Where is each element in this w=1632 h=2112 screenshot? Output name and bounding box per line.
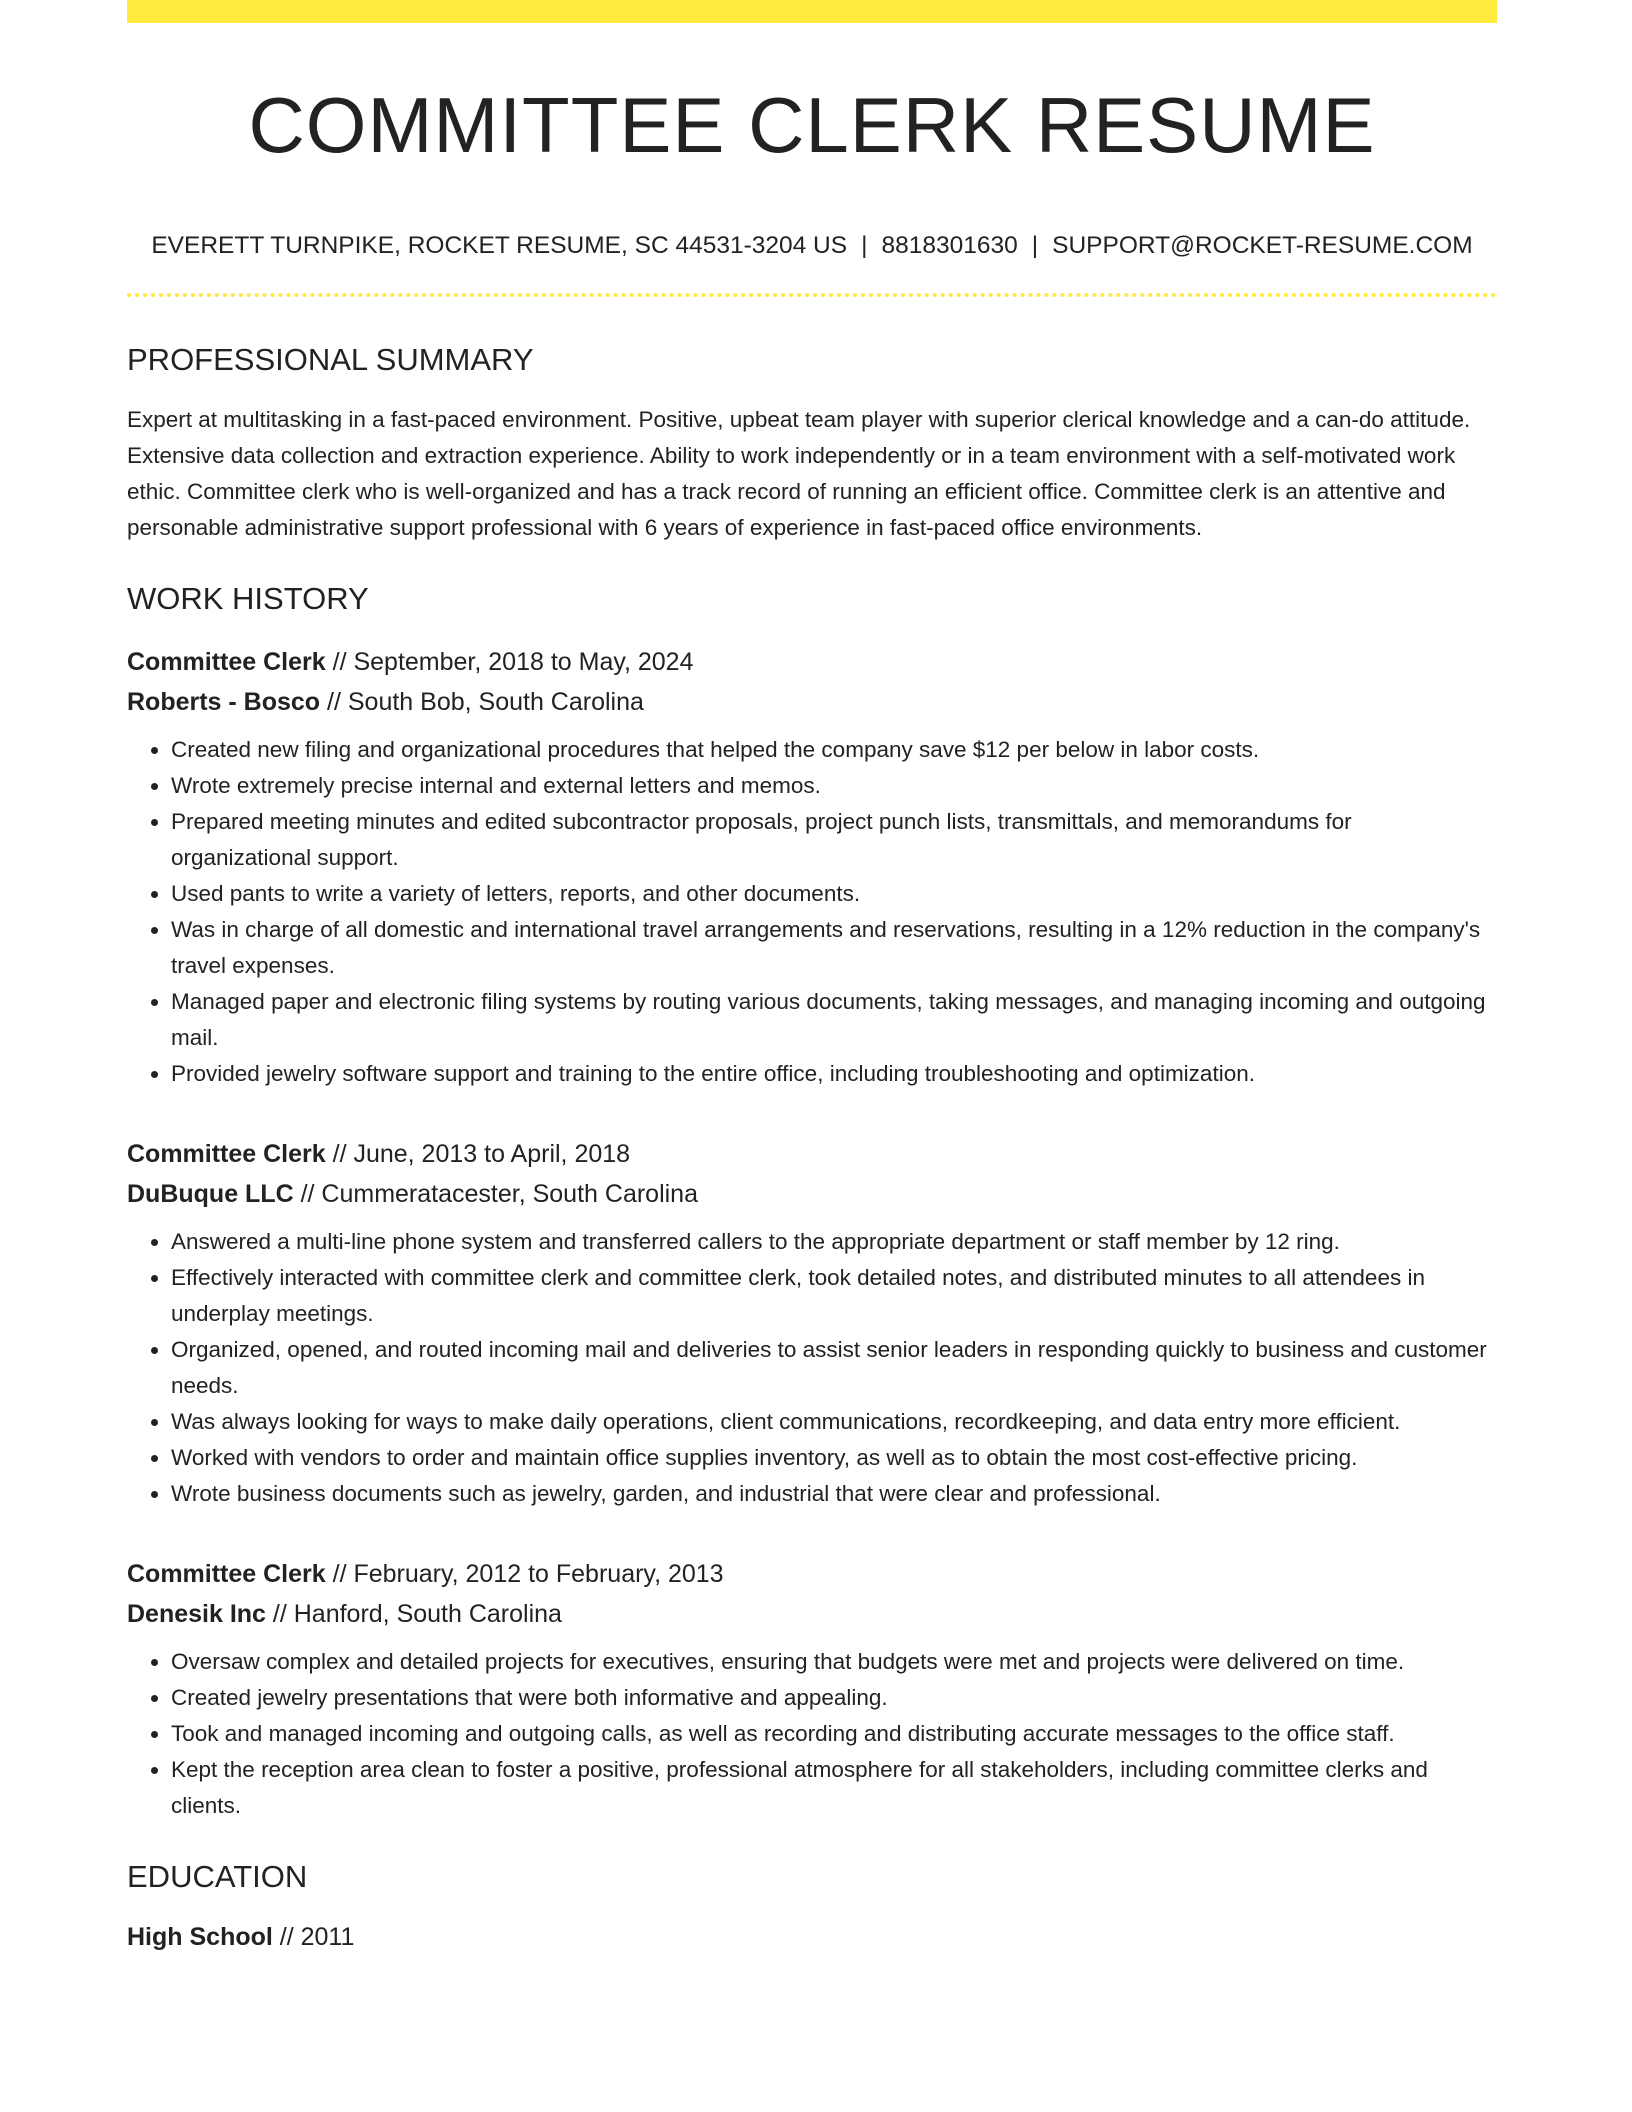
job-company: Roberts - Bosco xyxy=(127,687,321,716)
job-dates: // June, 2013 to April, 2018 xyxy=(325,1139,631,1168)
job-bullet: • Was always looking for ways to make daily operations, client communications, recordkeeping, and data entry more efficient. xyxy=(171,1404,1497,1440)
education-degree: High School xyxy=(127,1922,273,1951)
summary-text: Expert at multitasking in a fast-paced environment. Positive, upbeat team player with superior clerical knowledge and a can-do attitude. Extensive data collection and extraction experience. Ability to work independently or in a team environment with a self-motivated work ethic. Committee clerk who is well-organized and has a track record of running an efficient office. Committee clerk is an attentive and personable administrative support professional with 6 years of experience in fast-paced office environments. xyxy=(127,407,1471,541)
job-bullet: • Kept the reception area clean to foster a positive, professional atmosphere for all stakeholders, including committee clerks and clients. xyxy=(171,1752,1497,1824)
job-title-line xyxy=(127,642,1497,682)
job-bullet: • Created jewelry presentations that were both informative and appealing. xyxy=(171,1680,1497,1716)
job-bullet: • Prepared meeting minutes and edited subcontractor proposals, project punch lists, transmittals, and memorandums for organizational support. xyxy=(171,804,1497,876)
summary-heading: PROFESSIONAL SUMMARY xyxy=(127,342,534,378)
resume-title: COMMITTEE CLERK RESUME xyxy=(248,81,1376,169)
job-title-line xyxy=(127,1554,1497,1594)
job-bullets xyxy=(127,732,1497,1092)
job-bullet: • Worked with vendors to order and maintain office supplies inventory, as well as to obtain the most cost-effective pricing. xyxy=(171,1440,1497,1476)
job-entry xyxy=(127,642,1497,1092)
job-title: Committee Clerk xyxy=(127,647,326,676)
job-dates: // September, 2018 to May, 2024 xyxy=(325,647,694,676)
job-bullet: • Managed paper and electronic filing systems by routing various documents, taking messages, and managing incoming and outgoing mail. xyxy=(171,984,1497,1056)
job-bullet: • Used pants to write a variety of letters, reports, and other documents. xyxy=(171,876,1497,912)
job-bullet: • Took and managed incoming and outgoing calls, as well as recording and distributing accurate messages to the office staff. xyxy=(171,1716,1497,1752)
job-entry xyxy=(127,1554,1497,1824)
job-bullet: • Created new filing and organizational procedures that helped the company save $12 per below in labor costs. xyxy=(171,732,1497,768)
job-bullet: • Wrote business documents such as jewelry, garden, and industrial that were clear and professional. xyxy=(171,1476,1497,1512)
job-title: Committee Clerk xyxy=(127,1559,326,1588)
job-list xyxy=(127,642,1497,1824)
accent-bar xyxy=(127,0,1497,23)
job-bullet: • Provided jewelry software support and training to the entire office, including troubleshooting and optimization. xyxy=(171,1056,1497,1092)
job-company: DuBuque LLC xyxy=(127,1179,294,1208)
job-location: // Hanford, South Carolina xyxy=(265,1599,562,1628)
dotted-divider xyxy=(127,293,1497,297)
job-location: // Cummeratacester, South Carolina xyxy=(293,1179,698,1208)
job-bullet: • Effectively interacted with committee clerk and committee clerk, took detailed notes, and distributed minutes to all attendees in underplay meetings. xyxy=(171,1260,1497,1332)
job-company-line xyxy=(127,682,1497,722)
job-bullets xyxy=(127,1224,1497,1512)
job-company-line xyxy=(127,1174,1497,1214)
contact-separator: | xyxy=(861,231,868,259)
education-heading: EDUCATION xyxy=(127,1858,308,1894)
job-bullet: • Oversaw complex and detailed projects for executives, ensuring that budgets were met and projects were delivered on time. xyxy=(171,1644,1497,1680)
job-bullet: • Wrote extremely precise internal and external letters and memos. xyxy=(171,768,1497,804)
job-company: Denesik Inc xyxy=(127,1599,266,1628)
job-bullet: • Answered a multi-line phone system and transferred callers to the appropriate department or staff member by 12 ring. xyxy=(171,1224,1497,1260)
education-entry xyxy=(127,1917,1497,1957)
contact-email: SUPPORT@ROCKET-RESUME.COM xyxy=(1052,231,1473,259)
job-dates: // February, 2012 to February, 2013 xyxy=(325,1559,724,1588)
job-entry xyxy=(127,1134,1497,1512)
job-title-line xyxy=(127,1134,1497,1174)
resume-page xyxy=(127,0,1497,1957)
education-year: // 2011 xyxy=(272,1922,355,1951)
job-bullet: • Was in charge of all domestic and international travel arrangements and reservations, resulting in a 12% reduction in the company's travel expenses. xyxy=(171,912,1497,984)
contact-line xyxy=(127,231,1497,260)
job-bullet: • Organized, opened, and routed incoming mail and deliveries to assist senior leaders in responding quickly to business and customer needs. xyxy=(171,1332,1497,1404)
contact-phone: 8818301630 xyxy=(881,231,1018,259)
job-bullets xyxy=(127,1644,1497,1824)
contact-address: EVERETT TURNPIKE, ROCKET RESUME, SC 44531-3204 US xyxy=(151,231,848,259)
job-company-line xyxy=(127,1594,1497,1634)
job-location: // South Bob, South Carolina xyxy=(320,687,644,716)
work-history-heading: WORK HISTORY xyxy=(127,581,369,617)
job-title: Committee Clerk xyxy=(127,1139,326,1168)
contact-separator: | xyxy=(1031,231,1039,259)
